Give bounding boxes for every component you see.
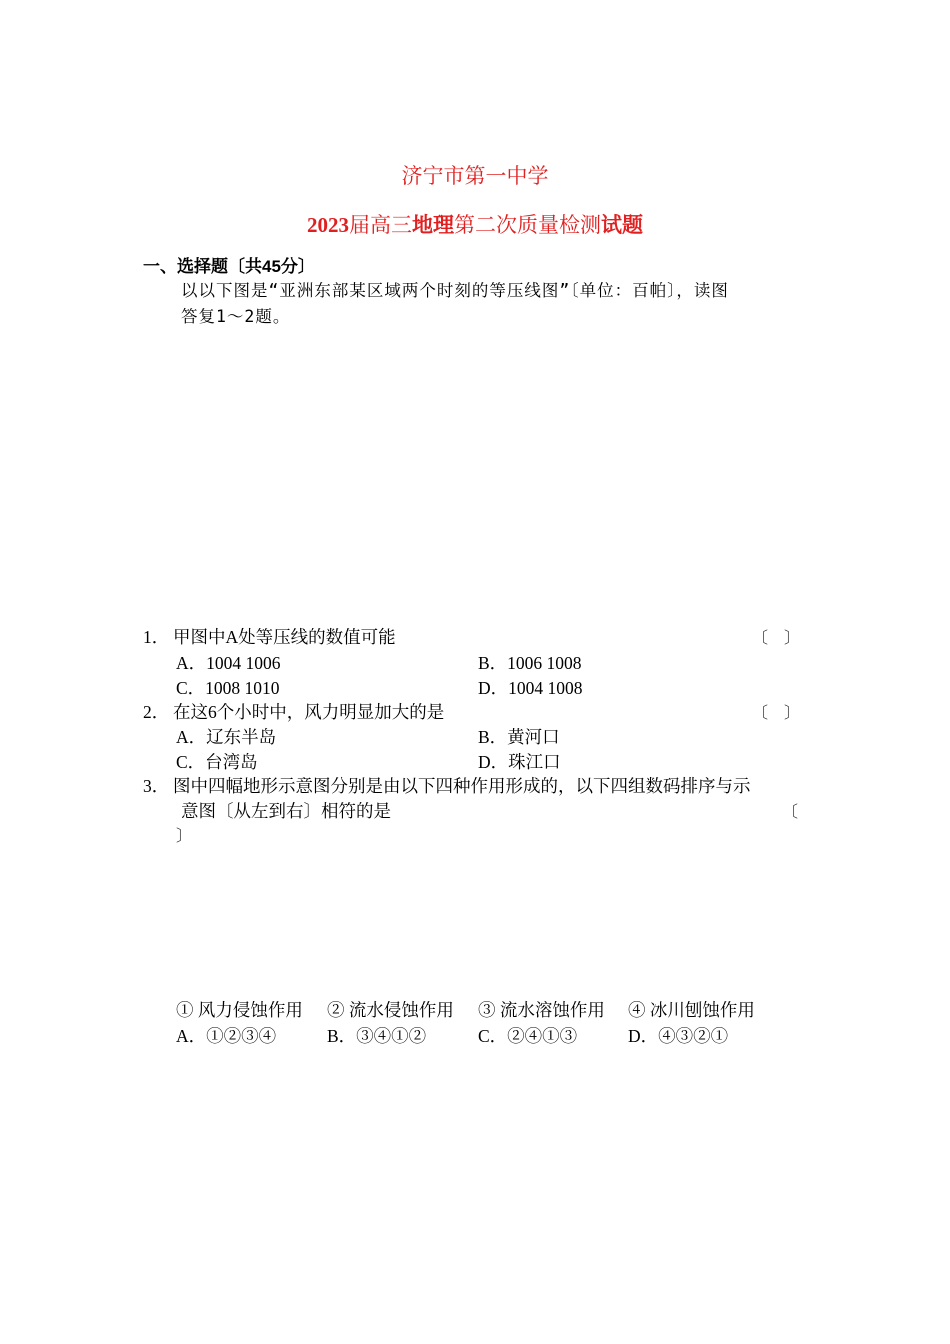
q1-option-a: A．1004 1006: [176, 653, 281, 673]
q3-option-b: B．③④①②: [327, 1026, 427, 1046]
section-intro-line2: 答复1～2题。: [181, 307, 291, 326]
title-subject: 地理: [412, 213, 454, 237]
title-year: 2023: [307, 213, 349, 237]
title-part2: 第二次质量检测: [454, 213, 601, 237]
q2-option-b: B．黄河口: [478, 727, 560, 747]
section-heading: 一、选择题〔共45分〕: [143, 257, 315, 276]
q2-option-a: A．辽东半岛: [176, 727, 277, 747]
q3-bracket-open: 〔: [782, 804, 799, 821]
q2-number: 2．: [143, 702, 170, 722]
q2-answer-bracket: 〔 〕: [752, 705, 801, 722]
q3-stem-line2: 意图〔从左到右〕相符的是: [181, 801, 391, 821]
q2-stem: 在这6个小时中，风力明显加大的是: [173, 702, 445, 722]
q2-option-c: C．台湾岛: [176, 752, 258, 772]
q3-factor-3: ③ 流水溶蚀作用: [478, 1000, 605, 1020]
exam-title: [0, 209, 950, 239]
q1-option-d: D．1004 1008: [478, 678, 583, 698]
title-suffix: 试题: [601, 213, 643, 237]
q1-stem: 甲图中A处等压线的数值可能: [173, 627, 396, 647]
title-part1: 届高三: [349, 213, 412, 237]
q3-option-d: D．④③②①: [628, 1026, 729, 1046]
q3-bracket-close: 〕: [176, 828, 193, 845]
q3-factor-2: ② 流水侵蚀作用: [327, 1000, 454, 1020]
q3-number: 3．: [143, 776, 170, 796]
school-name: 济宁市第一中学: [401, 164, 549, 188]
q2-option-d: D．珠江口: [478, 752, 561, 772]
q3-stem-line1: 图中四幅地形示意图分别是由以下四种作用形成的，以下四组数码排序与示: [173, 776, 751, 796]
section-intro-line1: 以以下图是“亚洲东部某区域两个时刻的等压线图”〔单位：百帕〕，读图: [181, 281, 729, 300]
q3-factor-4: ④ 冰川刨蚀作用: [628, 1000, 755, 1020]
q3-option-a: A．①②③④: [176, 1026, 277, 1046]
q1-option-b: B．1006 1008: [478, 653, 582, 673]
q3-option-c: C．②④①③: [478, 1026, 578, 1046]
q1-answer-bracket: 〔 〕: [752, 630, 801, 647]
q1-option-c: C．1008 1010: [176, 678, 280, 698]
q1-number: 1．: [143, 627, 170, 647]
q3-factor-1: ① 风力侵蚀作用: [176, 1000, 303, 1020]
